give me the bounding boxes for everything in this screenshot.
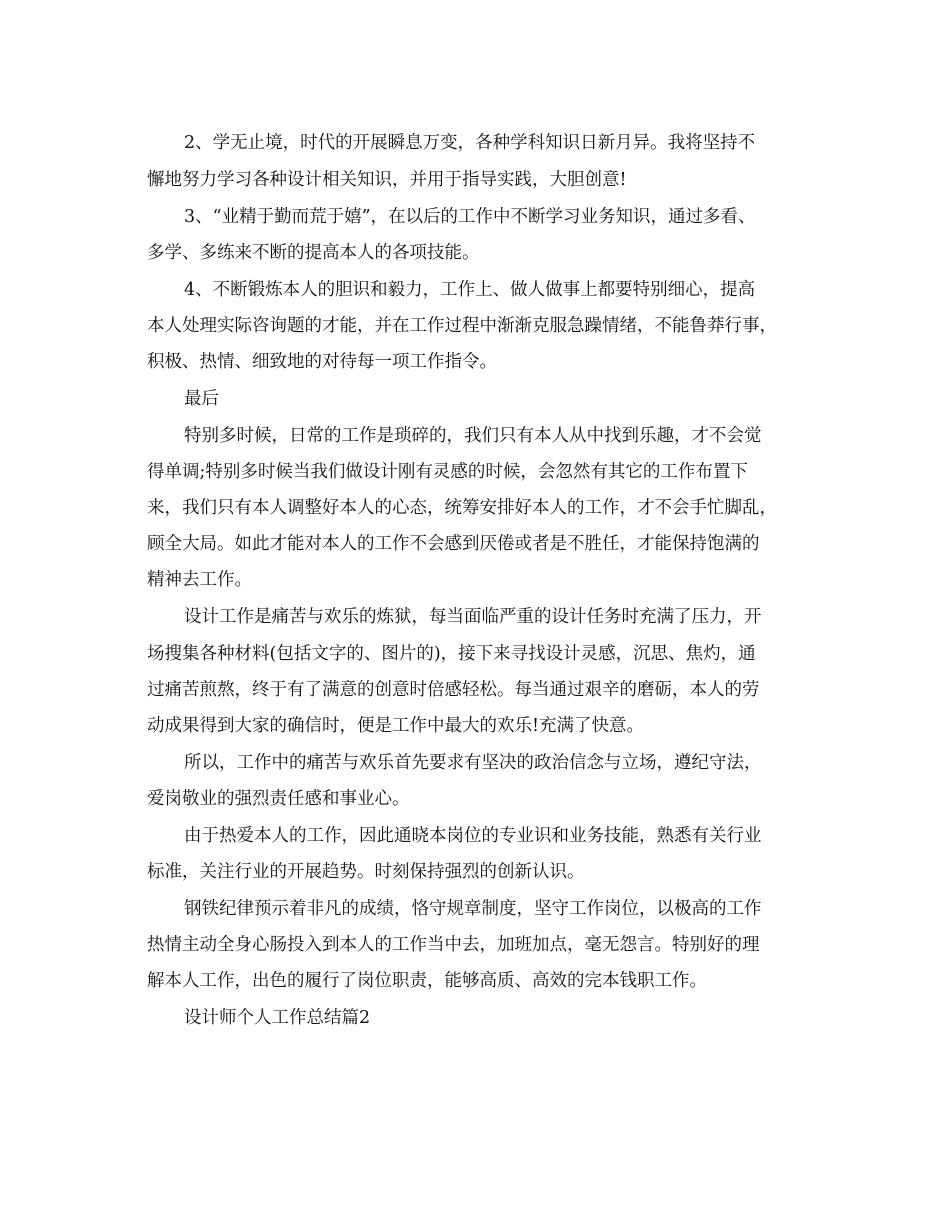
text-line: 过痛苦煎熬，终于有了满意的创意时倍感轻松。每当通过艰辛的磨砺，本人的劳	[147, 680, 760, 700]
text-line: 场搜集各种材料(包括文字的、图片的)，接下来寻找设计灵感，沉思、焦灼，通	[147, 644, 756, 664]
text-line: 所以，工作中的痛苦与欢乐首先要求有坚决的政治信念与立场，遵纪守法，	[184, 753, 762, 773]
section-heading: 设计师个人工作总结篇2	[184, 1008, 371, 1028]
text-line: 积极、热情、细致地的对待每一项工作指令。	[147, 352, 497, 372]
text-line: 设计工作是痛苦与欢乐的炼狱，每当面临严重的设计任务时充满了压力，开	[184, 607, 762, 627]
text-line: 4、不断锻炼本人的胆识和毅力，工作上、做人做事上都要特别细心，提高	[184, 280, 756, 300]
text-line: 标准，关注行业的开展趋势。时刻保持强烈的创新认识。	[147, 862, 585, 882]
text-line: 特别多时候，日常的工作是琐碎的，我们只有本人从中找到乐趣，才不会觉	[184, 426, 762, 446]
section-heading: 最后	[184, 389, 219, 409]
text-line: 动成果得到大家的确信时，便是工作中最大的欢乐!充满了快意。	[147, 716, 645, 736]
text-line: 热情主动全身心肠投入到本人的工作当中去，加班加点，毫无怨言。特别好的理	[147, 935, 760, 955]
text-line: 懈地努力学习各种设计相关知识，并用于指导实践，大胆创意!	[147, 170, 627, 190]
text-line: 多学、多练来不断的提高本人的各项技能。	[147, 243, 480, 263]
text-line: 2、学无止境，时代的开展瞬息万变，各种学科知识日新月异。我将坚持不	[184, 133, 756, 153]
text-line: 爱岗敬业的强烈责任感和事业心。	[147, 789, 410, 809]
text-line: 本人处理实际咨询题的才能，并在工作过程中渐渐克服急躁情绪，不能鲁莽行事，	[147, 316, 777, 336]
text-line: 顾全大局。如此才能对本人的工作不会感到厌倦或者是不胜任，才能保持饱满的	[147, 534, 760, 554]
text-line: 来，我们只有本人调整好本人的心态，统筹安排好本人的工作，才不会手忙脚乱，	[147, 498, 777, 518]
text-line: 由于热爱本人的工作，因此通晓本岗位的专业识和业务技能，熟悉有关行业	[184, 826, 762, 846]
text-line: 3、“业精于勤而荒于嬉”，在以后的工作中不断学习业务知识，通过多看、	[184, 207, 756, 227]
text-line: 解本人工作，出色的履行了岗位职责，能够高质、高效的完本钱职工作。	[147, 971, 707, 991]
text-line: 钢铁纪律预示着非凡的成绩，恪守规章制度，坚守工作岗位，以极高的工作	[184, 899, 762, 919]
text-line: 得单调;特别多时候当我们做设计刚有灵感的时候，会忽然有其它的工作布置下	[147, 462, 748, 482]
text-line: 精神去工作。	[147, 570, 252, 590]
